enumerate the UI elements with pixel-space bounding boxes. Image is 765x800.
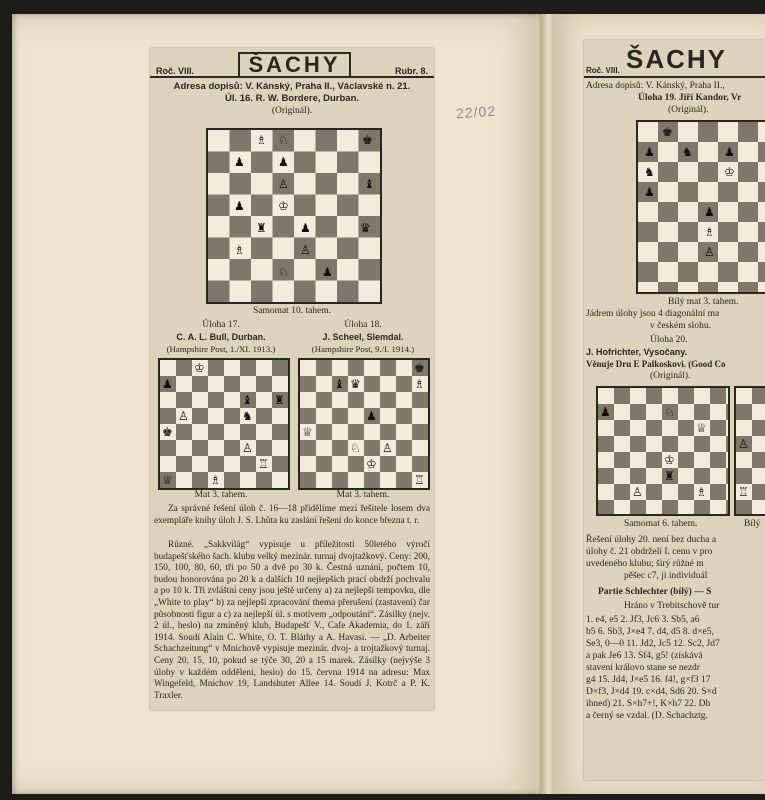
problem18-author: J. Scheel, Slemdal. — [322, 332, 404, 342]
problem20-caption: Samomat 6. tahem. — [624, 519, 698, 529]
rook-piece: ♜ — [664, 469, 675, 483]
rubric-label: Rubr. 8. — [394, 66, 428, 76]
rook-piece: ♜ — [256, 221, 267, 235]
problem20-title: Úloha 20. — [650, 335, 688, 345]
original-label-right: (Originál). — [668, 105, 709, 115]
game-place: Hráno v Trebitschově tur — [624, 601, 720, 611]
game-moves-6: g4 15. Jd4, J×e5 16. f4!, g×f3 17 — [586, 675, 711, 685]
knight-piece: ♘ — [278, 133, 289, 147]
knight-piece: ♘ — [278, 265, 289, 279]
original-label-2: (Originál). — [650, 371, 691, 381]
problem17-caption: Mat 3. tahem. — [194, 490, 248, 500]
bishop-piece: ♝ — [334, 377, 345, 391]
volume-label: Roč. VIII. — [156, 66, 195, 76]
text-line-3: uvedeného klubu; širý růžné m — [586, 559, 704, 569]
king-piece: ♚ — [162, 425, 173, 439]
problem18-title: Úloha 18. — [344, 320, 382, 330]
chess-diagram-17 — [158, 358, 290, 490]
knight-piece: ♞ — [682, 145, 693, 159]
bishop-piece: ♝ — [242, 393, 253, 407]
king-piece: ♔ — [278, 199, 289, 213]
note-line-2: v českém slohu. — [650, 321, 711, 331]
pawn-piece: ♟ — [724, 145, 735, 159]
pawn-piece: ♙ — [704, 245, 715, 259]
chess-diagram-18 — [298, 358, 430, 490]
problem18-caption: Mat 3. tahem. — [336, 490, 390, 500]
game-moves-5: stavení královo stane se nezdr — [586, 663, 700, 673]
problem18-source: (Hampshire Post, 9./I. 1914.) — [311, 344, 415, 354]
king-piece: ♔ — [724, 165, 735, 179]
pawn-piece: ♟ — [704, 205, 715, 219]
text-line-2: úlohy č. 21 obdrželi I. cenu v pro — [586, 547, 713, 557]
pawn-piece: ♙ — [242, 441, 253, 455]
pawn-piece: ♟ — [322, 265, 333, 279]
chess-diagram-21 — [734, 386, 765, 516]
masthead-title-right: ŠACHY — [626, 44, 728, 74]
problem17-title: Úloha 17. — [202, 320, 240, 330]
game-moves-1: 1. e4, e5 2. Jf3, Jc6 3. Sb5, a6 — [586, 615, 700, 625]
game-moves-3: Se3, 0—0 11. Jd2, Jc5 12. Sc2, Jd7 — [586, 639, 720, 649]
scrapbook-album — [12, 14, 765, 794]
pawn-piece: ♙ — [278, 177, 289, 191]
pawn-piece: ♟ — [234, 199, 245, 213]
bishop-piece: ♗ — [704, 225, 715, 239]
masthead-title: ŠACHY — [238, 52, 350, 78]
problem20-dedication: Věnuje Dru E Palkoskovi. (Good Co — [586, 359, 726, 369]
king-piece: ♚ — [362, 133, 373, 147]
pawn-piece: ♟ — [234, 155, 245, 169]
paragraph-prize-note: Za správné řešení úloh č. 16—18 přidělíme mezi řešitele losem dva exempláře knihy úloh J. S. Lhůta ku zaslání řešení do konce března t. r. — [154, 504, 430, 526]
bishop-piece: ♗ — [234, 243, 245, 257]
bishop-piece: ♗ — [414, 377, 425, 391]
bishop-piece: ♝ — [364, 177, 375, 191]
pawn-piece: ♟ — [300, 221, 311, 235]
king-piece: ♔ — [194, 361, 205, 375]
knight-piece: ♘ — [350, 441, 361, 455]
pawn-piece: ♙ — [382, 441, 393, 455]
pawn-piece: ♙ — [632, 485, 643, 499]
game-moves-9: a černý se vzdal. (D. Schachztg. — [586, 711, 708, 721]
pawn-piece: ♟ — [644, 145, 655, 159]
volume-label-right: Roč. VIII. — [586, 66, 620, 75]
game-title: Partie Schlechter (bílý) — S — [598, 587, 712, 597]
problem16-caption: Samomat 10. tahem. — [252, 306, 332, 316]
knight-piece: ♞ — [644, 165, 655, 179]
masthead — [150, 48, 434, 78]
right-page — [552, 14, 765, 794]
game-moves-8: ihned) 21. S×h7+!, K×h7 22. Dh — [586, 699, 711, 709]
bishop-piece: ♗ — [210, 473, 221, 487]
newspaper-clipping-right — [584, 40, 765, 780]
address-line: Adresa dopisů: V. Kánský, Praha II., Václavské n. 21. — [173, 81, 411, 92]
pawn-piece: ♟ — [600, 405, 611, 419]
queen-piece: ♛ — [360, 221, 371, 235]
game-moves-2: b5 6. Sb3, J×e4 7. d4, d5 8. d×e5, — [586, 627, 714, 637]
problem16-header: Úl. 16. R. W. Bordere, Durban. — [224, 93, 360, 104]
text-line-1: Řešení úlohy 20. není bez ducha a — [586, 535, 717, 545]
pawn-piece: ♟ — [278, 155, 289, 169]
game-moves-7: D×f3, J×d4 19. c×d4, Sd6 20. S×d — [586, 687, 717, 697]
queen-piece: ♛ — [350, 377, 361, 391]
chess-diagram-16 — [206, 128, 382, 304]
original-label: (Originál). — [271, 106, 313, 116]
problem17-author: C. A. L. Bull, Durban. — [176, 332, 266, 342]
rook-piece: ♖ — [258, 457, 269, 471]
queen-piece: ♕ — [162, 473, 173, 487]
note-line-1: Jádrem úlohy jsou 4 diagonální ma — [586, 309, 720, 319]
problem17-source: (Hampshire Post, 1./XI. 1913.) — [166, 344, 276, 354]
bishop-piece: ♗ — [696, 485, 707, 499]
problem19-caption: Bílý mat 3. tahem. — [668, 297, 739, 307]
pawn-piece: ♟ — [644, 185, 655, 199]
handwritten-note: 22/02 — [455, 102, 497, 122]
pawn-piece: ♙ — [300, 243, 311, 257]
chess-diagram-19 — [636, 120, 765, 294]
problem21-caption: Bílý — [744, 519, 761, 529]
paragraph-various: Různé. „Sakkvilág“ vypisuje u příležitosti 50letého výročí budapešťského šach. klubu velký mezinár. turnaj dvojtažkový. Ceny: 200, 150, 100, 80, 60, tři po 50 a dvě po 30 k. Čestná uznání, počtem 10, budou honorována po 20 k a dalších 10 nejlepších prací obdrží pochvalu a po 10 k. Tři zvláštní ceny jsou ještě určeny a) za nejlepší tempovku, dle „White to play“ b) za nejlepší zpracování thema přerušení (zastavení) čar působnosti figur a c) za nejlepší úl. s motivem „odpoutání“. Zásilky (nejv. 2 úl., heslo) na zmíněný klub, Budapešť V., Cafe Akademia, do 1. září 1914. Soudí Alain C. White, O. T. Bláthy a A. Havasi. — „D. Arbeiter Schachzeitung“ v Mnichově vypisuje mezinár. dvoj- a trojtažkový turnaj. Ceny 20, 15, 10, pokud se týče 30, 20 a 15 marek. Zásilky (nejvýše 3 úlohy v každém oddělení, heslo) do 15. června 1914 na adresu: Max Wingefeld, Mnichov 19, Landshuter Allee 14. Soudí J. Kotrč a P. K. Traxler. — [154, 540, 430, 701]
game-moves-4: a pak Je6 13. Sf4, g5! (získává — [586, 651, 703, 661]
king-piece: ♔ — [664, 453, 675, 467]
problem19-header: Úloha 19. Jiří Kandor, Vr — [638, 93, 742, 103]
pawn-piece: ♟ — [162, 377, 173, 391]
chess-diagram-20 — [596, 386, 730, 516]
rook-piece: ♜ — [274, 393, 285, 407]
queen-piece: ♕ — [302, 425, 313, 439]
rook-piece: ♖ — [414, 473, 425, 487]
problem20-author: J. Hofrichter, Vysočany. — [586, 347, 688, 357]
bishop-piece: ♗ — [256, 133, 267, 147]
newspaper-clipping-left — [150, 48, 434, 710]
pawn-piece: ♟ — [366, 409, 377, 423]
king-piece: ♚ — [662, 125, 673, 139]
address-line-right: Adresa dopisů: V. Kánský, Praha II., — [586, 81, 725, 91]
queen-piece: ♕ — [696, 421, 707, 435]
left-page — [12, 14, 542, 794]
rook-piece: ♖ — [738, 485, 749, 499]
king-piece: ♔ — [366, 457, 377, 471]
masthead-right — [584, 40, 765, 78]
pawn-piece: ♙ — [738, 437, 749, 451]
knight-piece: ♞ — [242, 409, 253, 423]
knight-piece: ♘ — [664, 405, 675, 419]
text-line-4: pěšec c7, ji individuál — [624, 571, 708, 581]
king-piece: ♚ — [414, 361, 425, 375]
pawn-piece: ♙ — [178, 409, 189, 423]
